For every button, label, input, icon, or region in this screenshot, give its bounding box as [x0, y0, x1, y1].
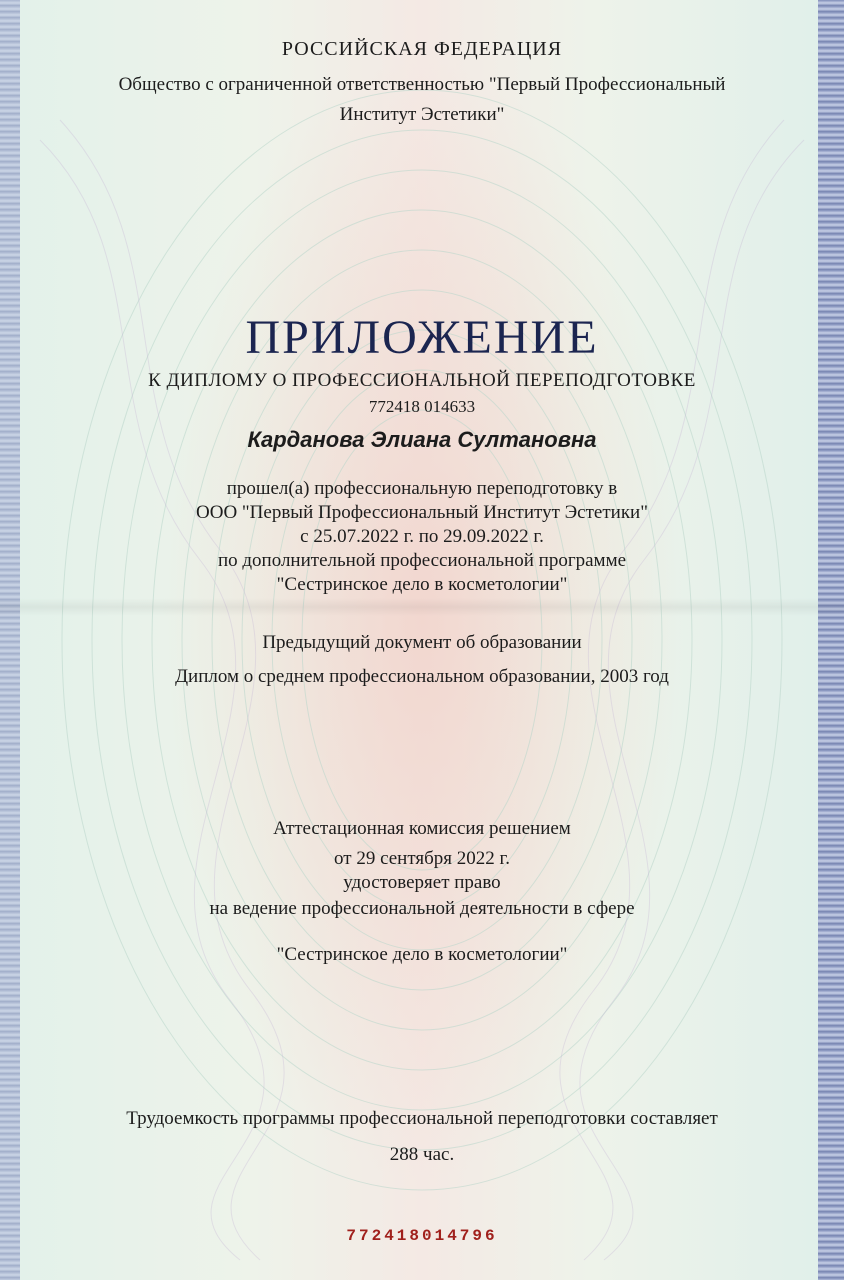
organization-name-line-1: Общество с ограниченной ответственностью "Первый Профессиональный	[118, 74, 726, 95]
attestation-field: "Сестринское дело в косметологии"	[276, 944, 568, 965]
previous-education-value: Диплом о среднем профессиональном образовании, 2003 год	[175, 666, 669, 687]
attestation-line-3: удостоверяет право	[343, 872, 501, 893]
document-title: ПРИЛОЖЕНИЕ	[245, 311, 599, 364]
attestation-line-1: Аттестационная комиссия решением	[273, 818, 571, 839]
previous-education-label: Предыдущий документ об образовании	[262, 632, 582, 653]
training-text-line-2: ООО "Первый Профессиональный Институт Эстетики"	[196, 502, 648, 523]
serial-number: 772418014796	[346, 1227, 498, 1245]
organization-name-line-2: Институт Эстетики"	[339, 104, 505, 125]
holder-full-name: Карданова Элиана Султановна	[247, 427, 597, 452]
diploma-number: 772418 014633	[368, 397, 476, 416]
paper-fold-crease	[0, 598, 844, 616]
workload-hours: 288 час.	[389, 1144, 455, 1165]
training-text-line-4: по дополнительной профессиональной программе	[217, 550, 627, 571]
attestation-line-4: на ведение профессиональной деятельности в сфере	[209, 898, 635, 919]
document-subtitle: К ДИПЛОМУ О ПРОФЕССИОНАЛЬНОЙ ПЕРЕПОДГОТОВКЕ	[148, 370, 696, 391]
attestation-date: от 29 сентября 2022 г.	[334, 848, 510, 869]
training-text-line-1: прошел(а) профессиональную переподготовку в	[226, 478, 618, 499]
workload-label: Трудоемкость программы профессиональной переподготовки составляет	[126, 1108, 718, 1129]
country-heading: РОССИЙСКАЯ ФЕДЕРАЦИЯ	[281, 38, 563, 60]
program-name: "Сестринское дело в косметологии"	[276, 574, 568, 595]
training-period: с 25.07.2022 г. по 29.09.2022 г.	[300, 526, 544, 547]
